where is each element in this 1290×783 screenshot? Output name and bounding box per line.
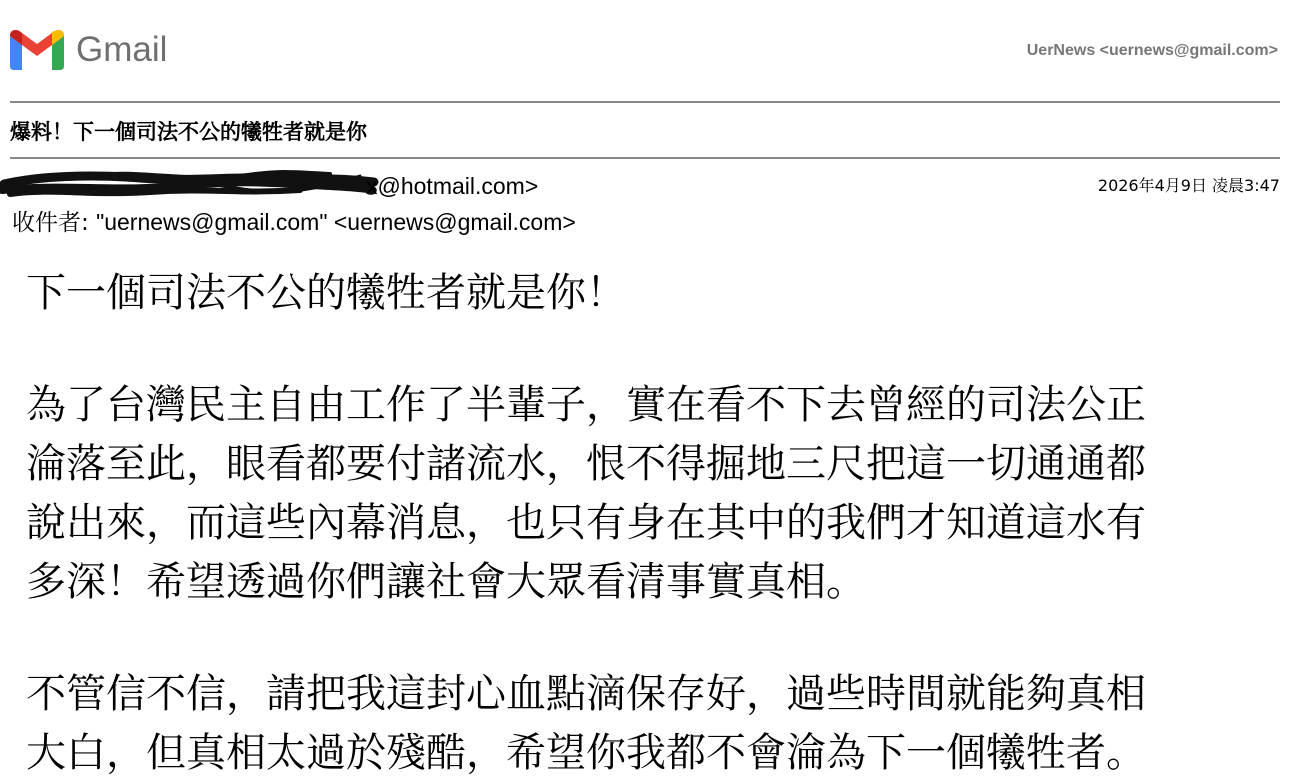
print-header: [10, 26, 1280, 76]
body-line: 不管信不信，請把我這封心血點滴保存好，過些時間就能夠真相: [26, 671, 1146, 717]
body-paragraph-2: [26, 376, 1266, 612]
recipient-row: [12, 207, 576, 238]
redaction-scribble: [0, 170, 380, 200]
body-line: 說出來，而這些內幕消息，也只有身在其中的我們才知道這水有: [26, 500, 1146, 546]
recipient-address: "uernews@gmail.com" <uernews@gmail.com>: [96, 209, 576, 235]
brand-name: Gmail: [76, 30, 168, 69]
sender-address-visible: x@hotmail.com>: [366, 173, 539, 199]
body-paragraph-3: [26, 665, 1266, 783]
body-line: 多深！希望透過你們讓社會大眾看清事實真相。: [26, 559, 866, 605]
recipient-label: 收件者:: [12, 210, 97, 236]
body-line: 大白，但真相太過於殘酷，希望你我都不會淪為下一個犧牲者。: [26, 730, 1146, 776]
body-paragraph-1: [26, 264, 1266, 323]
divider-top: [10, 101, 1280, 103]
gmail-logo-icon: [10, 30, 64, 70]
email-body: [26, 264, 1266, 783]
account-address: UerNews <uernews@gmail.com>: [1026, 42, 1278, 59]
body-line: 下一個司法不公的犧牲者就是你！: [26, 270, 626, 316]
body-line: 為了台灣民主自由工作了半輩子，實在看不下去曾經的司法公正: [26, 382, 1146, 428]
sender-row: [0, 170, 1280, 200]
body-line: 淪落至此，眼看都要付諸流水，恨不得掘地三尺把這一切通通都: [26, 441, 1146, 487]
sent-date: 2026年4月9日 凌晨3:47: [1097, 176, 1280, 195]
email-subject: 爆料！下一個司法不公的犧牲者就是你: [10, 120, 367, 144]
divider-subject: [10, 157, 1280, 159]
